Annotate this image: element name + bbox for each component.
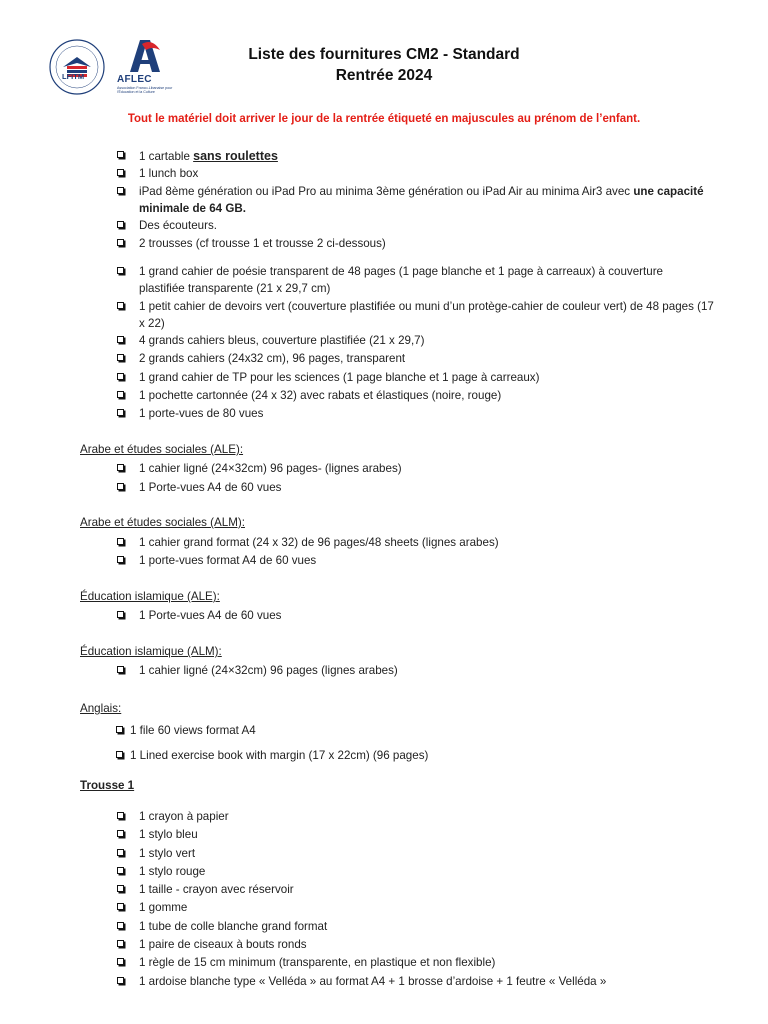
checkbox-icon bbox=[117, 354, 124, 361]
checkbox-icon bbox=[117, 903, 124, 910]
checkbox-icon bbox=[117, 187, 124, 194]
list-item bbox=[117, 955, 737, 972]
item-text: 2 trousses (cf trousse 1 et trousse 2 ci-dessous) bbox=[139, 237, 386, 250]
list-item bbox=[117, 919, 717, 936]
list-item bbox=[117, 827, 717, 844]
section-heading: Éducation islamique (ALE): bbox=[80, 590, 220, 603]
list-item bbox=[117, 608, 717, 625]
list-item bbox=[117, 809, 717, 826]
title-line-2: Rentrée 2024 bbox=[335, 67, 433, 84]
trousse-heading: Trousse 1 bbox=[80, 779, 135, 792]
item-text: 1 grand cahier de poésie transparent de 48 pages (1 page blanche et 1 page à carreaux) à couverture plastifiée transparente (21 x 29,7 cm) bbox=[139, 265, 664, 295]
section-heading: Arabe et études sociales (ALE): bbox=[80, 443, 244, 456]
checkbox-icon bbox=[117, 922, 124, 929]
list-item bbox=[117, 553, 717, 570]
item-text: 1 cartable bbox=[139, 150, 194, 163]
list-item bbox=[117, 846, 717, 863]
checkbox-icon bbox=[117, 409, 124, 416]
item-text: 1 porte-vues de 80 vues bbox=[139, 407, 264, 420]
checkbox-icon bbox=[117, 812, 124, 819]
list-item bbox=[117, 882, 717, 899]
list-item bbox=[117, 900, 717, 917]
item-text: 1 petit cahier de devoirs vert (couverture plastifiée ou muni d’un protège-cahier de couleur vert) de 48 pages (17 x 22) bbox=[139, 300, 714, 330]
item-text: 1 pochette cartonnée (24 x 32) avec rabats et élastiques (noire, rouge) bbox=[139, 389, 502, 402]
checkbox-icon bbox=[117, 464, 124, 471]
list-item bbox=[117, 333, 717, 350]
list-item bbox=[117, 974, 757, 991]
section-heading: Éducation islamique (ALM): bbox=[80, 645, 222, 658]
section-heading: Arabe et études sociales (ALM): bbox=[80, 516, 245, 529]
item-text: 1 tube de colle blanche grand format bbox=[139, 920, 328, 933]
item-text: 1 crayon à papier bbox=[139, 810, 229, 823]
checkbox-icon bbox=[117, 849, 124, 856]
list-item bbox=[117, 264, 677, 297]
list-item bbox=[116, 748, 716, 765]
checkbox-icon bbox=[117, 373, 124, 380]
checkbox-icon bbox=[117, 666, 124, 673]
checkbox-icon bbox=[117, 830, 124, 837]
list-item bbox=[117, 535, 717, 552]
item-text: 1 ardoise blanche type « Velléda » au format A4 + 1 brosse d’ardoise + 1 feutre « Velléda » bbox=[139, 975, 607, 988]
checkbox-icon bbox=[117, 977, 124, 984]
lfitm-logo-label: LFITM bbox=[62, 72, 85, 81]
checkbox-icon bbox=[117, 336, 124, 343]
list-item bbox=[117, 351, 717, 368]
checkbox-icon bbox=[117, 302, 124, 309]
document-title bbox=[0, 44, 768, 86]
title-line-1: Liste des fournitures CM2 - Standard bbox=[248, 46, 520, 63]
checkbox-icon bbox=[117, 151, 124, 158]
item-text: 1 file 60 views format A4 bbox=[130, 724, 256, 737]
aflec-tagline: Association Franco-Libanaise pour l'Éducation et la Culture bbox=[117, 86, 173, 94]
list-item bbox=[117, 299, 717, 332]
item-text: 1 stylo rouge bbox=[139, 865, 206, 878]
checkbox-icon bbox=[117, 391, 124, 398]
item-text: 1 Porte-vues A4 de 60 vues bbox=[139, 481, 282, 494]
item-text: 1 cahier grand format (24 x 32) de 96 pages/48 sheets (lignes arabes) bbox=[139, 536, 499, 549]
list-item bbox=[116, 723, 716, 740]
list-item bbox=[117, 406, 717, 423]
aflec-logo-label: AFLEC bbox=[117, 74, 152, 85]
checkbox-icon bbox=[117, 867, 124, 874]
checkbox-icon bbox=[117, 611, 124, 618]
checkbox-icon bbox=[116, 726, 123, 733]
list-item bbox=[117, 388, 717, 405]
item-text: 1 grand cahier de TP pour les sciences (1 page blanche et 1 page à carreaux) bbox=[139, 371, 540, 384]
checkbox-icon bbox=[116, 751, 123, 758]
checkbox-icon bbox=[117, 221, 124, 228]
list-item bbox=[117, 480, 717, 497]
item-text: 1 lunch box bbox=[139, 167, 199, 180]
section-heading: Anglais: bbox=[80, 702, 122, 715]
item-text: 1 Lined exercise book with margin (17 x 22cm) (96 pages) bbox=[130, 749, 429, 762]
item-text: 4 grands cahiers bleus, couverture plastifiée (21 x 29,7) bbox=[139, 334, 425, 347]
item-text: iPad 8ème génération ou iPad Pro au minima 3ème génération ou iPad Air au minima Air3 avec bbox=[139, 185, 634, 198]
labeling-warning: Tout le matériel doit arriver le jour de la rentrée étiqueté en majuscules au prénom de l’enfant. bbox=[127, 113, 641, 125]
list-item bbox=[117, 218, 717, 235]
checkbox-icon bbox=[117, 940, 124, 947]
item-text: 1 cahier ligné (24×32cm) 96 pages (lignes arabes) bbox=[139, 664, 398, 677]
checkbox-icon bbox=[117, 483, 124, 490]
list-item bbox=[117, 148, 717, 166]
item-text: 1 taille - crayon avec réservoir bbox=[139, 883, 294, 896]
item-text: 1 règle de 15 cm minimum (transparente, en plastique et non flexible) bbox=[139, 956, 496, 969]
list-item bbox=[117, 370, 717, 387]
list-item bbox=[117, 864, 717, 881]
checkbox-icon bbox=[117, 267, 124, 274]
item-text: 1 gomme bbox=[139, 901, 188, 914]
item-emphasis: sans roulettes bbox=[193, 149, 278, 163]
list-item bbox=[117, 166, 717, 183]
list-item bbox=[117, 184, 717, 217]
list-item bbox=[117, 663, 717, 680]
item-text: 1 stylo bleu bbox=[139, 828, 198, 841]
item-text: 1 stylo vert bbox=[139, 847, 196, 860]
checkbox-icon bbox=[117, 958, 124, 965]
item-text: 1 Porte-vues A4 de 60 vues bbox=[139, 609, 282, 622]
checkbox-icon bbox=[117, 538, 124, 545]
item-text: 1 cahier ligné (24×32cm) 96 pages- (lignes arabes) bbox=[139, 462, 402, 475]
item-text: 1 porte-vues format A4 de 60 vues bbox=[139, 554, 317, 567]
checkbox-icon bbox=[117, 239, 124, 246]
item-emphasis: une capacité minimale de 64 GB. bbox=[139, 185, 704, 215]
checkbox-icon bbox=[117, 885, 124, 892]
checkbox-icon bbox=[117, 169, 124, 176]
list-item bbox=[117, 461, 717, 478]
item-text: Des écouteurs. bbox=[139, 219, 217, 232]
checkbox-icon bbox=[117, 556, 124, 563]
item-text: 1 paire de ciseaux à bouts ronds bbox=[139, 938, 307, 951]
list-item bbox=[117, 236, 717, 253]
list-item bbox=[117, 937, 717, 954]
item-text: 2 grands cahiers (24x32 cm), 96 pages, transparent bbox=[139, 352, 406, 365]
